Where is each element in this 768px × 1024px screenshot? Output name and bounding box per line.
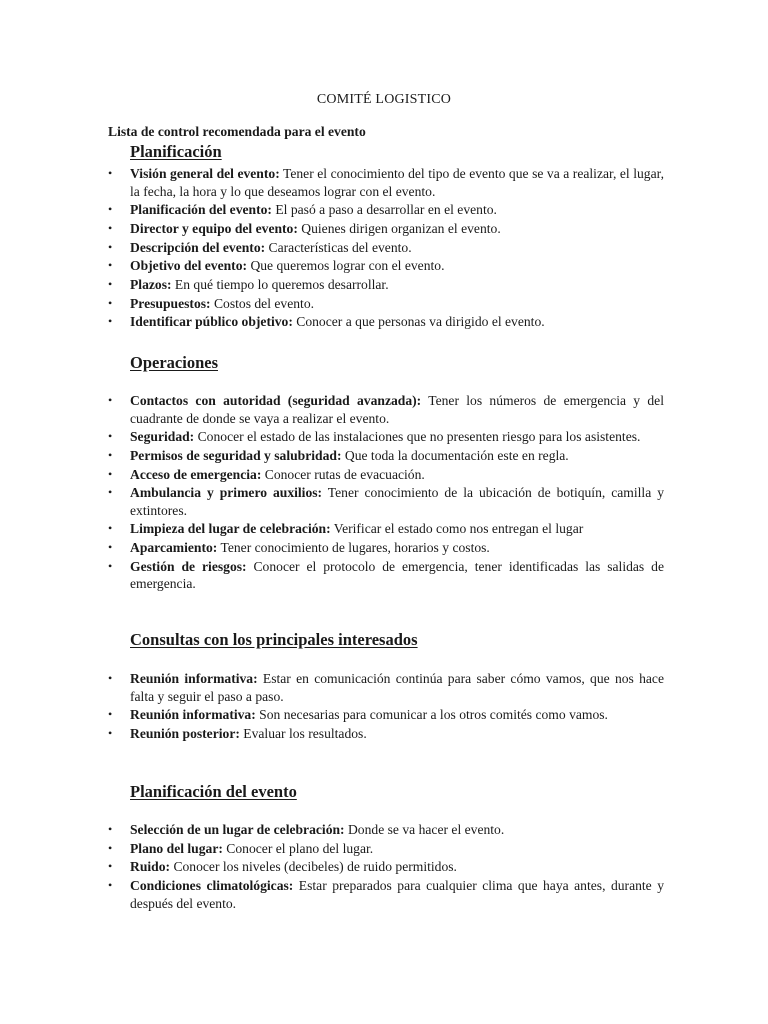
list-item <box>108 670 664 705</box>
bullet-icon: • <box>108 859 113 874</box>
bullet-icon: • <box>108 878 113 893</box>
list-item <box>108 858 664 876</box>
bullet-icon: • <box>108 314 113 329</box>
item-term: Reunión informativa: <box>130 707 256 723</box>
item-text: Conocer rutas de evacuación. <box>261 466 425 482</box>
item-text: El pasó a paso a desarrollar en el evento. <box>271 202 497 218</box>
item-text: Tener los números de emergencia y del cuadrante de donde se vaya a realizar el evento. <box>130 393 664 426</box>
item-term: Objetivo del evento: <box>130 258 248 274</box>
item-term: Ambulancia y primero auxilios: <box>130 485 323 501</box>
bullet-icon: • <box>108 822 113 836</box>
item-term: Descripción del evento: <box>130 239 266 255</box>
item-term: Plano del lugar: <box>130 840 223 856</box>
list-item <box>108 428 664 446</box>
item-text: Verificar el estado como nos entregan el lugar <box>330 521 584 537</box>
list-item <box>108 295 664 313</box>
item-text: Tener conocimiento de lugares, horarios y costos. <box>217 540 490 556</box>
item-term: Director y equipo del evento: <box>130 220 298 236</box>
bullet-icon: • <box>108 485 113 500</box>
list-item <box>108 725 664 743</box>
bullet-icon: • <box>108 276 113 291</box>
item-text: En qué tiempo lo queremos desarrollar. <box>171 276 389 292</box>
bullet-icon: • <box>108 840 113 855</box>
list-item <box>108 201 664 219</box>
list-item <box>108 220 664 238</box>
item-term: Contactos con autoridad (seguridad avanzada): <box>130 393 422 408</box>
item-text: Conocer a que personas va dirigido el evento. <box>292 314 545 330</box>
list-item <box>108 840 664 858</box>
list-item <box>108 239 664 257</box>
item-text: Tener conocimiento de la ubicación de botiquín, camilla y extintores. <box>130 485 664 518</box>
item-term: Limpieza del lugar de celebración: <box>130 521 331 537</box>
bullet-icon: • <box>108 558 113 573</box>
bullet-icon: • <box>108 166 113 180</box>
bullet-icon: • <box>108 725 113 740</box>
item-text: Donde se va hacer el evento. <box>344 822 505 837</box>
item-term: Seguridad: <box>130 429 195 445</box>
item-text: Conocer los niveles (decibeles) de ruido permitidos. <box>170 859 457 875</box>
item-term: Gestión de riesgos: <box>130 558 247 574</box>
item-term: Ruido: <box>130 859 171 875</box>
list-item <box>108 257 664 275</box>
item-text: Conocer el protocolo de emergencia, tener identificadas las salidas de emergencia. <box>130 558 664 592</box>
bullet-icon: • <box>108 239 113 254</box>
list-item <box>108 520 664 538</box>
item-term: Identificar público objetivo: <box>130 314 293 330</box>
document-title: COMITÉ LOGISTICO <box>316 92 452 107</box>
item-term: Plazos: <box>130 276 172 292</box>
list-item <box>108 447 664 465</box>
bullet-icon: • <box>108 466 113 481</box>
item-text: Costos del evento. <box>210 295 315 311</box>
section-heading-operaciones: Operaciones <box>130 353 218 372</box>
list-item <box>108 706 664 724</box>
bullet-icon: • <box>108 202 113 217</box>
item-term: Reunión posterior: <box>130 725 240 741</box>
list-item <box>108 558 664 593</box>
item-term: Reunión informativa: <box>130 671 258 686</box>
bullet-icon: • <box>108 671 113 685</box>
item-term: Visión general del evento: <box>130 166 280 181</box>
bullet-icon: • <box>108 521 113 536</box>
checklist-intro: Lista de control recomendada para el evento <box>108 124 366 139</box>
item-text: Estar en comunicación continúa para saber cómo vamos, que nos hace falta y seguir el paso a paso. <box>130 671 664 704</box>
item-term: Presupuestos: <box>130 295 211 311</box>
section-heading-planificacion: Planificación <box>130 142 222 161</box>
item-text: Quienes dirigen organizan el evento. <box>297 220 501 236</box>
list-item <box>108 877 664 912</box>
section-list-consultas <box>108 670 664 744</box>
section-list-planificacion-evento <box>108 821 664 913</box>
list-item <box>108 276 664 294</box>
bullet-icon: • <box>108 393 113 407</box>
item-text: Conocer el plano del lugar. <box>222 840 374 856</box>
item-text: Evaluar los resultados. <box>239 725 367 741</box>
list-item <box>108 165 664 200</box>
bullet-icon: • <box>108 220 113 235</box>
item-text: Son necesarias para comunicar a los otros comités como vamos. <box>255 707 608 723</box>
bullet-icon: • <box>108 429 113 444</box>
list-item <box>108 821 664 839</box>
bullet-icon: • <box>108 295 113 310</box>
bullet-icon: • <box>108 707 113 722</box>
item-term: Aparcamiento: <box>130 540 218 556</box>
item-text: Estar preparados para cualquier clima que haya antes, durante y después del evento. <box>130 878 664 911</box>
item-text: Que queremos lograr con el evento. <box>247 258 445 274</box>
item-text: Características del evento. <box>265 239 412 255</box>
item-term: Acceso de emergencia: <box>130 466 262 482</box>
list-item <box>108 466 664 484</box>
section-list-planificacion <box>108 165 664 332</box>
section-heading-planificacion-evento: Planificación del evento <box>130 782 297 801</box>
item-term: Permisos de seguridad y salubridad: <box>130 447 342 463</box>
list-item <box>108 539 664 557</box>
section-list-operaciones <box>108 392 664 594</box>
item-text: Tener el conocimiento del tipo de evento que se va a realizar, el lugar, la fecha, la hora y lo que deseamos lograr con el evento. <box>130 166 665 199</box>
section-heading-consultas: Consultas con los principales interesados <box>130 630 418 649</box>
item-text: Conocer el estado de las instalaciones que no presenten riesgo para los asistentes. <box>194 429 641 445</box>
bullet-icon: • <box>108 447 113 462</box>
list-item <box>108 313 664 331</box>
item-text: Que toda la documentación este en regla. <box>341 447 569 463</box>
item-term: Planificación del evento: <box>130 202 272 218</box>
list-item <box>108 392 664 427</box>
bullet-icon: • <box>108 540 113 555</box>
item-term: Condiciones climatológicas: <box>130 878 294 894</box>
item-term: Selección de un lugar de celebración: <box>130 822 345 837</box>
bullet-icon: • <box>108 258 113 273</box>
list-item <box>108 484 664 519</box>
